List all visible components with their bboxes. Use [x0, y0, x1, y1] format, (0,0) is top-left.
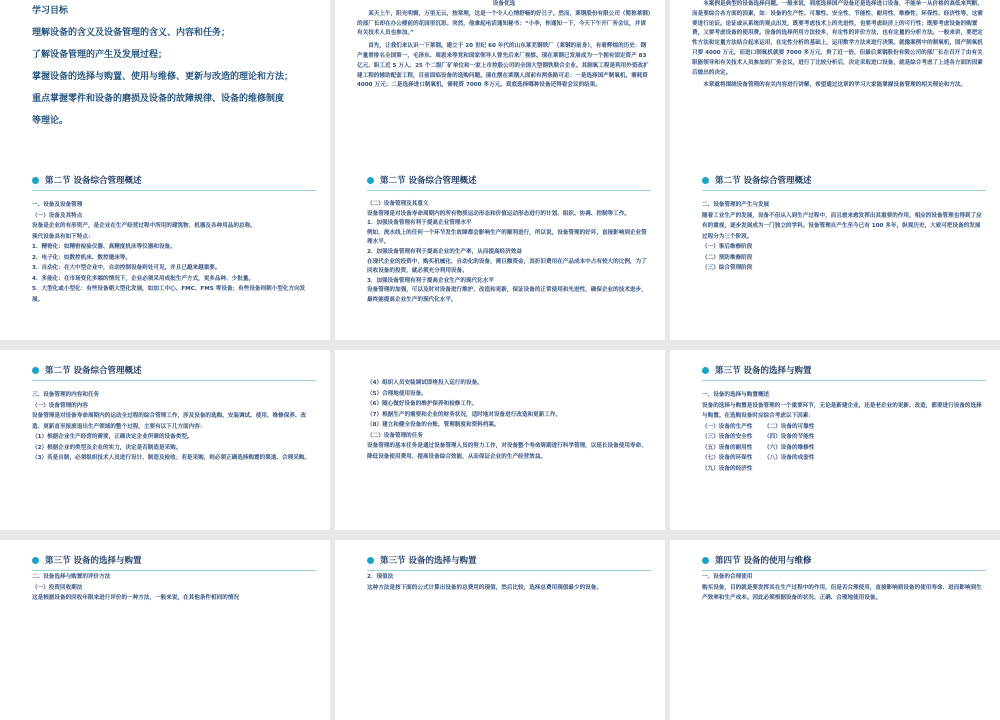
factor-item: （二）设备的可靠性: [764, 423, 815, 430]
slide-body: [32, 200, 316, 334]
text-line: 设备管理是对设备寿命周期内的所有物质运动形态和价值运动形态进行的计划、组织、协调、控制等工作。: [367, 210, 630, 217]
text-line: （4）组织人员安装调试即将投入运行的设备。: [367, 380, 483, 386]
slide-header: [0, 170, 330, 190]
slide-header: [670, 170, 1000, 190]
slide-selection-purchase[interactable]: [670, 350, 1000, 530]
text-line: 3．加强设备管理有利于提高企业生产的现代化水平: [367, 277, 494, 284]
case-analysis-text: [692, 0, 986, 160]
text-line: （一）设备及其特点: [32, 212, 83, 219]
text-line: （3）若是自制，必须组织技术人员进行设计、制造及检收；若是采购，则必须正确选择购置的渠道、合理采购。: [32, 455, 310, 461]
text-line: （一）投资回收期法: [32, 584, 83, 591]
header-divider: [32, 190, 316, 191]
bullet-dot-icon: [367, 557, 374, 564]
text-line: 现代设备具有如下特点：: [32, 233, 94, 240]
case-text: [357, 0, 651, 160]
slide-header: [0, 360, 330, 380]
text-line: 5．大型化或小型化：有些设备朝大型化发展，如加工中心、FMC、FMS 等设备；有些设备则朝小型化方向发展。: [32, 286, 306, 303]
bullet-dot-icon: [702, 177, 709, 184]
slide-usage-maintenance[interactable]: [670, 540, 1000, 720]
factor-item: （五）设备的耐用性: [702, 444, 753, 451]
text-line: 设备管理的基本任务是通过设备管理人员的努力工作，对设备整个寿命周期进行科学管理，以延长设备使用寿命、降低设备使用费用、提高设备综合效能，从而保证企业的生产经营效益。: [367, 443, 647, 460]
slide-present-value-method[interactable]: [335, 540, 665, 720]
text-line: 随着工业生产的发展，设备不但从入到生产过程中，而且愈来愈发挥出其重要的作用，相应的设备管理也得到了应有的重视，逐步发展成为一门独立的学科。设备管理自产生至今已有 100 多年，纵观历史，大致可把设备的发展过程分为三个阶段。: [702, 212, 982, 240]
text-line: 这是根据设备的回收年限来进行评价的一种方法，一般来说，在其他条件相同的情况: [32, 595, 239, 601]
slide-body: [702, 390, 986, 524]
slide-management-history[interactable]: [670, 160, 1000, 340]
factor-item: （九）设备的经济性: [702, 465, 753, 472]
bullet-dot-icon: [367, 177, 374, 184]
bullet-dot-icon: [32, 367, 39, 374]
header-divider: [367, 190, 651, 191]
text-line: 购买设备，目的就是要发挥其在生产过程中的作用，但是否合理使用，直接影响到设备的使用寿命、进而影响到生产效率和生产成本。因此必须根据设备的状况、正确、合理地使用设备。: [702, 584, 982, 601]
slide-body: [367, 378, 651, 524]
factor-item: （一）设备的生产性: [702, 423, 753, 430]
goal-item: 掌握设备的选择与购置、使用与维修、更新与改造的理论和方法；: [32, 72, 294, 82]
slide-evaluation-methods[interactable]: [0, 540, 330, 720]
text-line: 4．多能化：在市场变化多端的情况下，企业必须采用成批生产方式，更多品种、少批量。: [32, 275, 255, 282]
factor-item: （三）设备的安全性: [702, 434, 753, 440]
text-line: 三、设备管理的内容和任务: [32, 392, 100, 398]
slide-equipment-features[interactable]: [0, 160, 330, 340]
section-title: 第三节 设备的选择与购置: [380, 556, 477, 566]
section-title: 第二节 设备综合管理概述: [380, 176, 477, 186]
text-line: （一）设备管理的内容: [32, 402, 88, 409]
text-line: （2）根据企业的类型及企业的实力，决定是否制造是采购。: [32, 444, 182, 451]
text-line: 设备的选择与购置是设备管理的一个重要环节，无论是新建企业，还是老企业的更新、改造，都要进行设备的选择与购置。在选购设备时应综合考虑以下因素：: [702, 402, 982, 419]
text-line: （三）综合管理阶段: [702, 265, 753, 271]
section-title: 第二节 设备综合管理概述: [715, 176, 812, 186]
slide-body: [702, 572, 986, 714]
goal-item: 等理论。: [32, 116, 69, 126]
text-line: 设备管理的加强，可以及时对设备进行维护、改造和更新，保证设备的正常使用和先进性，确保企业的技术进步，最终能提高企业生产的现代化水平。: [367, 287, 647, 303]
text-line: 3．自动化：在大中型企业中，自动控制设备则处可见，并且已越来越重要。: [32, 265, 221, 271]
text-line: （8）建立和健全设备的台账、管理制度和资料档案。: [367, 422, 500, 428]
section-title: 第二节 设备综合管理概述: [45, 366, 142, 376]
text-line: 2．加强设备管理有利于提高企业的生产率，从而提高经济效益: [367, 248, 522, 255]
text-line: （二）预防维修阶段: [702, 254, 753, 261]
text-line: 设备管理是对设备寿命周期内的运动全过程的综合管理工作，涉及设备的选购、安装调试、使用、维修保养、改造、更新直至报废退出生产领域的整个过程，主要有以下几方面内容：: [32, 413, 307, 430]
header-divider: [702, 570, 986, 571]
analysis-paragraph: 本章就将围绕设备管理的有关内容进行讲解，希望通过这章的学习大家能掌握设备管理的相关理论和方法。: [703, 82, 967, 89]
slide-management-content[interactable]: [0, 350, 330, 530]
slide-header: [670, 550, 1000, 570]
case-paragraph: 某天上午，阳光明媚，万里无云，按常理，这是一个令人心情舒畅的好日子。然而，莱钢股份有限公司（简称莱钢）的部厂长却在办公楼前的花园里沉思。突然，他拿起电话通知秘书：“小李，你通知一下，今天下午开厂务会议，并请有关技术人员也参加。”: [357, 10, 651, 37]
text-line: （二）设备管理的任务: [367, 432, 423, 439]
slide-body: [32, 572, 316, 714]
header-divider: [367, 570, 651, 571]
analysis-paragraph: 本案例是典型的设备选择问题。一般来说，到底选择国产设备还是选择进口设备，不能单一从价格的高低来判断，而是要综合各方面的因素，如：设备的生产性、可靠性、安全性、节能性、耐用性、维修性、环保性、经济性等，这需要进行论证。论证或从系统的观点出发，既要考虑技术上的先进性，也要考虑经济上的可行性；既要考虑设备的购置费，又要考虑设备的使用费。设备的选择所用方法较多，有定性的评价方法，也有定量的分析方法。一般来讲，要把定性方法和定量方法结合起来运用，在定性分析的基础上，运用数学方法来进行决策。就像案例中的制氧机，国产制氧机只要 4000 万元，而进口制氧机就要 7000 多万元，贵了近一倍，但最后莱钢股份有限公司的部厂长在召开了由有关职能领导和有关技术人员参加的厂务会议，进行了比较分析后，决定采取进口设备，就是综合考虑了上述各方面的因素后做出的决定。: [692, 1, 983, 76]
text-line: 2．现值法: [367, 574, 394, 580]
text-line: 一、设备的合理使用: [702, 574, 753, 580]
section-title: 第四节 设备的使用与维修: [715, 556, 812, 566]
learning-goals: [32, 0, 316, 160]
goal-item: 了解设备管理的产生及发展过程；: [32, 50, 168, 60]
text-line: （7）根据生产的需要和企业的财务状况，适时地对设备进行改造和更新工作。: [367, 411, 562, 418]
case-paragraph: 首先，让我们来认识一下莱钢。建立于 20 世纪 60 年代的山东莱芜钢铁厂（莱钢的前身），有着辉煌的历史：钢产量曾排名全国第一，毛泽东、周恩来等党和国家领导人曾先后来厂视察。现在莱钢已发展成为一个拥有固定资产 83 亿元、职工近 5 万人、25 个二级厂矿单位和一家上市控股公司的全国大型钢铁联合企业。其制氧工程是利用外资改扩建工程的辅助配套工程，目前面临设备的选购问题。现在摆在莱钢人面前有两条路可走：一是选择国产制氧机，需耗资 4000 万元；二是选择进口制氧机，需耗资 7000 多万元。到底选择哪种设备还得看会议的结果。: [357, 43, 649, 89]
slide-body: [32, 390, 316, 524]
slide-body: [367, 200, 651, 334]
header-divider: [702, 380, 986, 381]
text-line: 1．精密化：如精密检验仪器、高精度机床等仪器和设备。: [32, 244, 176, 250]
section-title: 第二节 设备综合管理概述: [45, 176, 142, 186]
bullet-dot-icon: [32, 177, 39, 184]
text-line: （一）事后维修阶段: [702, 244, 753, 250]
text-line: 这种方法是按下面的公式计算出设备的总费用的现值，然后比较，选择总费用现值最少的设备。: [367, 584, 602, 591]
header-divider: [32, 570, 316, 571]
text-line: 二、设备管理的产生与发展: [702, 202, 770, 208]
text-line: 2．电子化：如数控机床、数控遗床等。: [32, 254, 131, 261]
text-line: 例如，流水线上的任何一个环节发生故障都会影响生产的顺利进行，所以说，设备管理的好坏，直接影响到企业管理水平。: [367, 229, 647, 246]
text-line: 1．加强设备管理有利于提高企业管理水平: [367, 220, 472, 227]
slide-body: [367, 572, 651, 714]
goals-title: 学习目标: [32, 6, 69, 16]
text-line: （5）合理地使用设备。: [367, 390, 427, 397]
text-line: 设备是企业的有形资产，是企业在生产经营过程中所用的建筑物、机器及各种用品的总称。: [32, 223, 256, 229]
slide-header: [335, 170, 665, 190]
text-line: （二）设备管理及其意义: [367, 201, 429, 207]
factor-grid: [702, 422, 986, 475]
text-line: 一、设备及设备管理: [32, 202, 83, 208]
slide-header: [670, 360, 1000, 380]
text-line: （6）随心做好设备的维护保养和检修工作。: [367, 401, 478, 407]
header-divider: [32, 380, 316, 381]
factor-item: （八）设备的成套性: [764, 455, 815, 461]
text-line: 一、设备的选择与购置概述: [702, 392, 770, 398]
case-title: 设备优选: [492, 1, 516, 7]
bullet-dot-icon: [702, 557, 709, 564]
factor-item: （七）设备的环保性: [702, 455, 753, 461]
section-title: 第三节 设备的选择与购置: [45, 556, 142, 566]
text-line: 二、设备选择与购置的评价方法: [32, 574, 111, 580]
goal-item: 重点掌握零件和设备的磨损及设备的故障规律、设备的维修制度: [32, 94, 285, 104]
bullet-dot-icon: [702, 367, 709, 374]
bullet-dot-icon: [32, 557, 39, 564]
text-line: 在现代企业的投资中，购买机械化、自动化的设备，需巨额资金，其折旧费用在产品成本中占有较大的比例，为了回收设备的投资，就必须充分利用设备。: [367, 258, 647, 275]
slide-equipment-management-meaning[interactable]: [335, 160, 665, 340]
slide-header: [0, 550, 330, 570]
text-line: （1）根据企业生产经营的需要，正确决定企业所需的设备类型。: [32, 434, 193, 440]
goal-item: 理解设备的含义及设备管理的含义、内容和任务；: [32, 28, 231, 38]
slide-body: [702, 200, 986, 334]
header-divider: [702, 190, 986, 191]
slide-case-study[interactable]: [335, 0, 665, 164]
slide-learning-goals[interactable]: [0, 0, 330, 164]
slide-management-tasks[interactable]: [335, 350, 665, 530]
factor-item: （六）设备的维修性: [764, 444, 815, 451]
slide-case-analysis[interactable]: [670, 0, 1000, 164]
slide-header: [335, 550, 665, 570]
factor-item: （四）设备的节能性: [764, 434, 815, 440]
section-title: 第三节 设备的选择与购置: [715, 366, 812, 376]
